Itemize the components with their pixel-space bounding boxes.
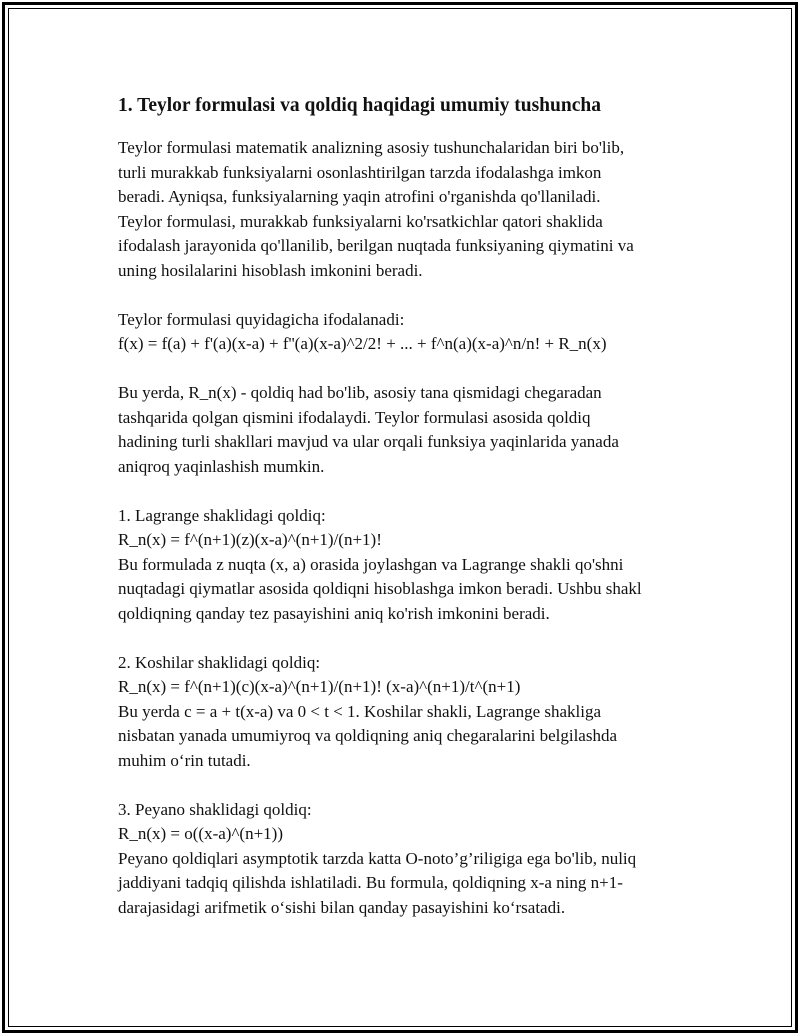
text-line: nisbatan yanada umumiyroq va qoldiqning aniq chegaralarini belgilashda — [118, 726, 617, 745]
text-line: Teylor formulasi matematik analizning asosiy tushunchalaridan biri bo'lib, — [118, 138, 625, 157]
koshi-paragraph — [118, 651, 698, 774]
paragraph-gap — [118, 357, 698, 382]
text-line: uning hosilalarini hisoblash imkonini beradi. — [118, 260, 423, 280]
text-line: Peyano qoldiqlari asymptotik tarzda katta O-noto’g’riligiga ega bo'lib, nuliq — [118, 848, 637, 868]
text-line: aniqroq yaqinlashish mumkin. — [118, 456, 325, 476]
text-line: turli murakkab funksiyalarni osonlashtirilgan tarzda ifodalashga imkon — [118, 162, 602, 182]
subsection-title: 2. Koshilar shaklidagi qoldiq: — [118, 652, 321, 672]
subsection-title: 3. Peyano shaklidagi qoldiq: — [118, 799, 312, 819]
section-heading: 1. Teylor formulasi va qoldiq haqidagi umumiy tushuncha — [118, 95, 601, 116]
text-line: ifodalash jarayonida qo'llanilib, berilgan nuqtada funksiyaning qiymatini va — [118, 236, 634, 255]
text-line: muhim o‘rin tutadi. — [118, 750, 251, 770]
text-line: Teylor formulasi quyidagicha ifodalanadi: — [118, 309, 405, 329]
peano-paragraph — [118, 798, 698, 921]
text-line: beradi. Ayniqsa, funksiyalarning yaqin atrofini o'rganishda qo'llaniladi. — [118, 187, 601, 206]
paragraph-gap — [118, 773, 698, 798]
text-line: nuqtadagi qiymatlar asosida qoldiqni hisoblashga imkon beradi. Ushbu shakl — [118, 579, 642, 598]
text-line: qoldiqning qanday tez pasayishini aniq ko'rish imkonini beradi. — [118, 603, 550, 623]
paragraph-gap — [118, 626, 698, 651]
text-line: Bu yerda c = a + t(x-a) va 0 < t < 1. Koshilar shakli, Lagrange shakliga — [118, 701, 602, 721]
document-body — [118, 92, 698, 920]
text-line: Bu yerda, R_n(x) - qoldiq had bo'lib, asosiy tana qismidagi chegaradan — [118, 383, 602, 402]
lagrange-paragraph — [118, 504, 698, 627]
text-line: tashqarida qolgan qismini ifodalaydi. Teylor formulasi asosida qoldiq — [118, 407, 591, 427]
formula-paragraph — [118, 308, 698, 357]
paragraph-gap — [118, 283, 698, 308]
subsection-title: 1. Lagrange shaklidagi qoldiq: — [118, 505, 326, 525]
text-line: jaddiyani tadqiq qilishda ishlatiladi. Bu formula, qoldiqning x-a ning n+1- — [118, 873, 623, 892]
paragraph-gap — [118, 479, 698, 504]
peano-formula: R_n(x) = o((x-a)^(n+1)) — [118, 824, 283, 843]
intro-paragraph — [118, 136, 698, 283]
text-line: darajasidagi arifmetik o‘sishi bilan qanday pasayishini ko‘rsatadi. — [118, 897, 566, 917]
taylor-formula: f(x) = f(a) + f'(a)(x-a) + f''(a)(x-a)^2/2! + ... + f^n(a)(x-a)^n/n! + R_n(x) — [118, 334, 607, 353]
text-line: Bu formulada z nuqta (x, a) orasida joylashgan va Lagrange shakli qo'shni — [118, 554, 624, 574]
text-line: hadining turli shakllari mavjud va ular orqali funksiya yaqinlarida yanada — [118, 432, 619, 451]
koshi-formula: R_n(x) = f^(n+1)(c)(x-a)^(n+1)/(n+1)! (x-a)^(n+1)/t^(n+1) — [118, 677, 521, 696]
remainder-paragraph — [118, 381, 698, 479]
lagrange-formula: R_n(x) = f^(n+1)(z)(x-a)^(n+1)/(n+1)! — [118, 530, 382, 549]
text-line: Teylor formulasi, murakkab funksiyalarni ko'rsatkichlar qatori shaklida — [118, 211, 603, 231]
